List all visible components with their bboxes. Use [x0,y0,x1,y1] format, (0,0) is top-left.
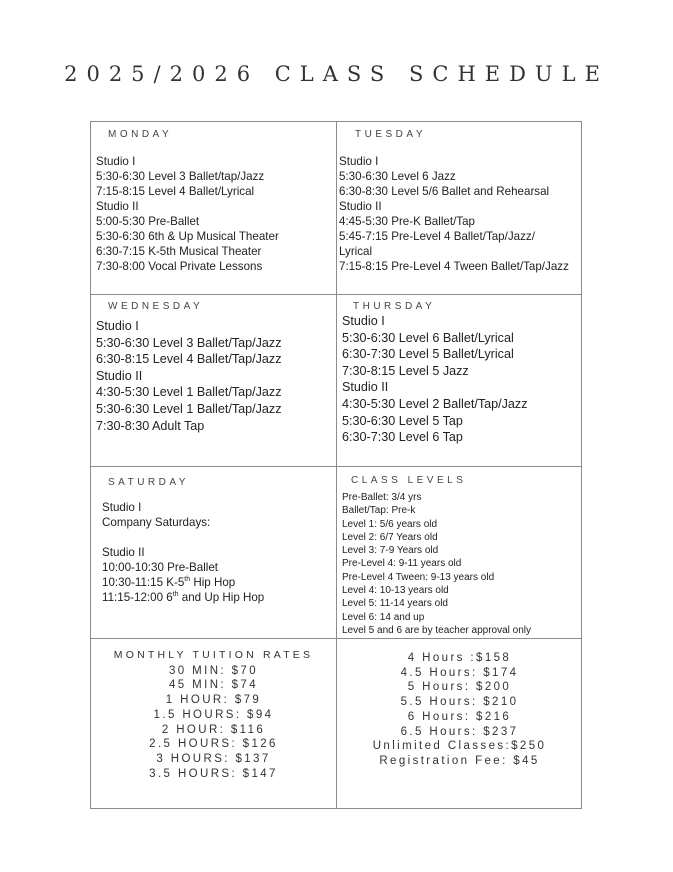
class-line: Studio II [96,368,143,383]
company-label: Company Saturdays: [102,516,211,529]
class-line: 5:30-6:30 Level 5 Tap [342,413,463,428]
level-line: Level 2: 6/7 Years old [342,531,438,543]
level-line: Level 5 and 6 are by teacher approval only [342,624,532,636]
class-line: 6:30-8:30 Level 5/6 Ballet and Rehearsal [339,185,550,198]
class-levels-cell [342,475,582,637]
class-line: Studio II [342,380,389,395]
schedule-grid [90,121,582,809]
rate-line: Registration Fee: $45 [379,754,540,767]
rate-line: 1.5 HOURS: $94 [153,708,274,721]
rate-line: 5 Hours: $200 [407,681,512,694]
level-line: Pre-Ballet: 3/4 yrs [342,492,422,503]
saturday-cell [102,477,334,637]
monday-classes [96,154,334,274]
level-line: Level 1: 5/6 years old [342,518,438,530]
rate-line: Unlimited Classes:$250 [372,740,547,753]
tuesday-cell [339,129,582,293]
page-title: 2025/2026 CLASS SCHEDULE [64,62,609,86]
class-line: Studio I [96,155,136,168]
class-line: 7:30-8:00 Vocal Private Lessons [96,260,263,273]
rate-line: 1 HOUR: $79 [165,694,262,707]
class-line-text: 11:15-12:00 6 [102,591,173,604]
rate-line: 6 Hours: $216 [407,710,512,723]
rate-line: 2 HOUR: $116 [161,723,266,736]
thursday-heading: THURSDAY [353,301,436,312]
rate-line: 2.5 HOURS: $126 [149,738,278,751]
class-line: Studio II [96,200,139,213]
level-line: Level 4: 10-13 years old [342,585,449,597]
rate-line: 3.5 HOURS: $147 [149,767,278,780]
class-line [102,575,334,590]
rate-line: 45 MIN: $74 [168,679,259,692]
saturday-heading: SATURDAY [108,477,189,488]
row-divider [91,294,581,295]
spacer [102,530,334,545]
class-line: 4:45-5:30 Pre-K Ballet/Tap [339,215,475,228]
tuesday-classes [339,154,582,274]
ordinal-suffix: th [172,591,179,599]
thursday-cell [342,301,582,465]
class-line: 5:30-6:30 6th & Up Musical Theater [96,230,279,243]
class-line: 7:15-8:15 Level 4 Ballet/Lyrical [96,185,255,198]
thursday-classes [342,313,582,446]
class-line: 5:30-6:30 Level 3 Ballet/tap/Jazz [96,170,265,183]
class-line: 5:30-6:30 Level 6 Jazz [339,170,456,183]
class-line-text: and Up Hip Hop [178,591,265,604]
class-line: Lyrical [339,245,373,258]
level-line: Level 5: 11-14 years old [342,598,448,610]
class-levels-heading: CLASS LEVELS [351,475,467,486]
class-line: Studio II [339,200,382,213]
rate-line: 6.5 Hours: $237 [400,725,519,738]
ordinal-suffix: th [184,576,191,584]
tuition-rates-left [91,648,336,808]
class-line: 5:30-6:30 Level 1 Ballet/Tap/Jazz [96,401,282,416]
rate-line: 4.5 Hours: $174 [400,666,519,679]
wednesday-cell [96,301,334,465]
class-line [102,590,334,605]
class-line: 4:30-5:30 Level 1 Ballet/Tap/Jazz [96,385,282,400]
monday-heading: MONDAY [108,129,173,140]
rate-line: 3 HOURS: $137 [156,752,271,765]
class-line: 7:30-8:30 Adult Tap [96,418,205,433]
class-line-text: 10:30-11:15 K-5 [102,576,185,589]
class-line: Studio I [342,314,385,328]
class-line: 5:45-7:15 Pre-Level 4 Ballet/Tap/Jazz/ [339,230,535,243]
class-line: 5:30-6:30 Level 3 Ballet/Tap/Jazz [96,335,282,350]
rate-line: 5.5 Hours: $210 [400,696,519,709]
studio-label: Studio II [102,546,145,559]
studio-label: Studio I [102,501,142,514]
class-levels-list [342,491,582,637]
monday-cell [96,129,334,293]
tuition-rates-right [337,651,582,808]
tuition-heading: MONTHLY TUITION RATES [113,649,314,661]
level-line: Level 6: 14 and up [342,611,425,623]
class-line: 4:30-5:30 Level 2 Ballet/Tap/Jazz [342,396,528,411]
class-line: Studio I [96,319,139,333]
class-line: Studio I [339,155,379,168]
saturday-classes [102,500,334,605]
class-line: 6:30-8:15 Level 4 Ballet/Tap/Jazz [96,352,282,367]
row-divider [91,638,581,639]
level-line: Level 3: 7-9 Years old [342,545,439,557]
level-line: Pre-Level 4: 9-11 years old [342,558,462,570]
rate-line: 30 MIN: $70 [168,664,259,677]
wednesday-classes [96,318,334,434]
class-line: 7:15-8:15 Pre-Level 4 Tween Ballet/Tap/Jazz [339,260,569,273]
class-line: 6:30-7:30 Level 6 Tap [342,430,463,445]
class-line: 6:30-7:30 Level 5 Ballet/Lyrical [342,347,514,362]
class-line-text: Hip Hop [190,576,236,589]
row-divider [91,466,581,467]
rate-line: 4 Hours :$158 [407,652,512,664]
class-line: 6:30-7:15 K-5th Musical Theater [96,245,262,258]
level-line: Pre-Level 4 Tween: 9-13 years old [342,571,495,583]
class-line: 5:00-5:30 Pre-Ballet [96,215,200,228]
class-line: 5:30-6:30 Level 6 Ballet/Lyrical [342,330,514,345]
wednesday-heading: WEDNESDAY [108,301,204,312]
tuesday-heading: TUESDAY [355,129,426,140]
class-line: 7:30-8:15 Level 5 Jazz [342,363,469,378]
class-line: 10:00-10:30 Pre-Ballet [102,561,219,574]
level-line: Ballet/Tap: Pre-k [342,505,416,517]
